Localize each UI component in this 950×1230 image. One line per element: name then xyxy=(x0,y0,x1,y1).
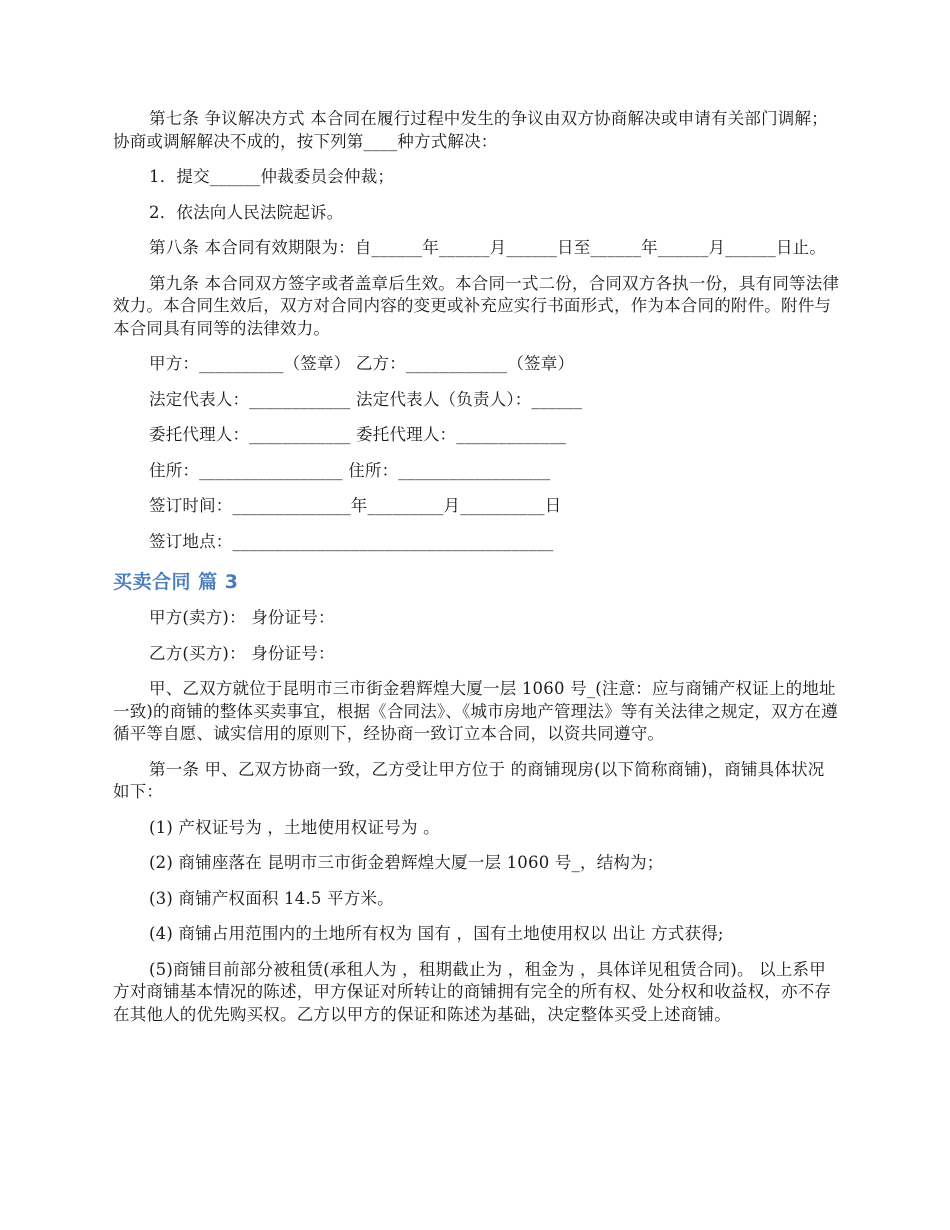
section-heading: 买卖合同 篇 3 xyxy=(113,571,239,593)
signature-address-line: 住所：_________________ 住所：__________________ xyxy=(149,460,551,480)
item-2-paragraph: (2) 商铺座落在 昆明市三市街金碧辉煌大厦一层 1060 号_，结构为； xyxy=(149,853,664,872)
article-1-paragraph: 第一条 甲、乙双方协商一致，乙方受让甲方位于 的商铺现房(以下简称商铺)，商铺具体状况如下： xyxy=(113,759,825,801)
preamble-paragraph: 甲、乙双方就位于昆明市三市街金碧辉煌大厦一层 1060 号_(注意：应与商铺产权证上的地址一致)的商铺的整体买卖事宜，根据《合同法》、《城市房地产管理法》等有关法律之规定，双方在遵循平等自愿、诚实信用的原则下，经协商一致订立本合同，以资共同遵守。 xyxy=(113,679,838,743)
signature-agent-line: 委托代理人：____________ 委托代理人：_____________ xyxy=(149,425,567,444)
item-1-paragraph: (1) 产权证号为 ，土地使用权证号为 。 xyxy=(149,817,440,837)
seller-line: 甲方(卖方)： 身份证号： xyxy=(149,608,335,627)
signature-date-line: 签订时间：______________年_________月__________日 xyxy=(149,496,562,515)
item-4-paragraph: (4) 商铺占用范围内的土地所有权为 国有 ，国有土地使用权以 出让 方式获得; xyxy=(149,924,724,943)
article-8-paragraph: 第八条 本合同有效期限为：自______年______月______日至______年______月______日止。 xyxy=(149,238,827,257)
buyer-line: 乙方(买方)： 身份证号： xyxy=(149,643,335,663)
option-1-paragraph: 1．提交______仲裁委员会仲裁； xyxy=(149,167,395,186)
signature-party-line: 甲方：__________（签章） 乙方：____________（签章） xyxy=(149,354,575,373)
item-3-paragraph: (3) 商铺产权面积 14.5 平方米。 xyxy=(149,888,394,908)
article-7-paragraph: 第七条 争议解决方式 本合同在履行过程中发生的争议由双方协商解决或申请有关部门调解；协商或调解解决不成的，按下列第____种方式解决： xyxy=(113,109,828,151)
article-9-paragraph: 第九条 本合同双方签字或者盖章后生效。本合同一式二份，合同双方各执一份，具有同等法律效力。本合同生效后，双方对合同内容的变更或补充应实行书面形式，作为本合同的附件。附件与本合同具有同等的法律效力。 xyxy=(113,273,840,338)
signature-legal-rep-line: 法定代表人：____________ 法定代表人（负责人）：______ xyxy=(149,389,583,409)
signature-place-line: 签订地点：______________________________________ xyxy=(149,531,554,551)
option-2-paragraph: 2．依法向人民法院起诉。 xyxy=(149,202,344,222)
item-5-paragraph: (5)商铺目前部分被租赁(承租人为 ，租期截止为 ，租金为 ，具体详见租赁合同)。 以上系甲方对商铺基本情况的陈述，甲方保证对所转让的商铺拥有完全的所有权、处分权和收益权，亦不存在其他人的优先购买权。乙方以甲方的保证和陈述为基础，决定整体买受上述商铺。 xyxy=(113,959,832,1024)
document-body xyxy=(113,108,840,1026)
